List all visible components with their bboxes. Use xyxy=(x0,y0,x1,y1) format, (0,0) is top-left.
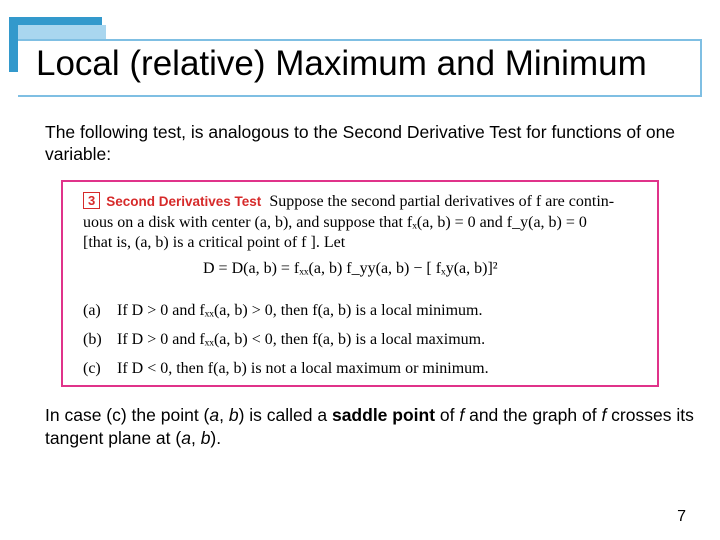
theorem-name: Second Derivatives Test xyxy=(106,194,262,209)
case-a-label: (a) xyxy=(83,302,101,319)
theorem-number: 3 xyxy=(83,192,100,209)
conclusion-part-7: , xyxy=(190,428,201,448)
case-b-text: If D > 0 and fₓₓ(a, b) < 0, then f(a, b) is a local maximum. xyxy=(117,331,486,348)
case-a xyxy=(83,302,482,320)
theorem-box xyxy=(61,180,659,387)
var-b: b xyxy=(228,405,239,425)
saddle-point-term: saddle point xyxy=(331,405,436,425)
conclusion-part-5: and the graph of xyxy=(464,405,602,425)
conclusion-part-8: ). xyxy=(210,428,222,448)
page-number: 7 xyxy=(677,508,686,525)
var-a: a xyxy=(209,405,220,425)
var-f-1: f xyxy=(459,405,465,425)
case-c-label: (c) xyxy=(83,360,101,377)
conclusion-part-3: ) is called a xyxy=(238,405,332,425)
conclusion-part-6: crosses its tangent plane at ( xyxy=(45,405,694,448)
title-band-endcap xyxy=(700,41,702,95)
conclusion-part-2: , xyxy=(219,405,229,425)
var-b-2: b xyxy=(200,428,211,448)
case-a-text: If D > 0 and fₓₓ(a, b) > 0, then f(a, b) is a local minimum. xyxy=(117,302,483,319)
conclusion-part-1: In case (c) the point ( xyxy=(45,405,210,425)
case-c xyxy=(83,360,489,378)
intro-text: The following test, is analogous to the Second Derivative Test for functions of one variable: xyxy=(45,122,676,164)
conclusion-text xyxy=(45,404,695,450)
case-b-label: (b) xyxy=(83,331,102,348)
conclusion-part-4: of xyxy=(435,405,460,425)
theorem-text-1: Suppose the second partial derivatives of f are contin- xyxy=(269,193,615,210)
case-b xyxy=(83,331,485,349)
slide-title: Local (relative) Maximum and Minimum xyxy=(36,44,647,83)
theorem-line-3: [that is, (a, b) is a critical point of f ]. Let xyxy=(83,234,346,251)
discriminant-formula: D = D(a, b) = fₓₓ(a, b) f_yy(a, b) − [ fₓy(a, b)]² xyxy=(203,260,498,277)
var-f-2: f xyxy=(601,405,607,425)
theorem-line-1 xyxy=(83,192,614,211)
theorem-line-2: uous on a disk with center (a, b), and suppose that fₓ(a, b) = 0 and f_y(a, b) = 0 xyxy=(83,214,587,231)
case-c-text: If D < 0, then f(a, b) is not a local maximum or minimum. xyxy=(117,360,489,377)
var-a-2: a xyxy=(181,428,191,448)
